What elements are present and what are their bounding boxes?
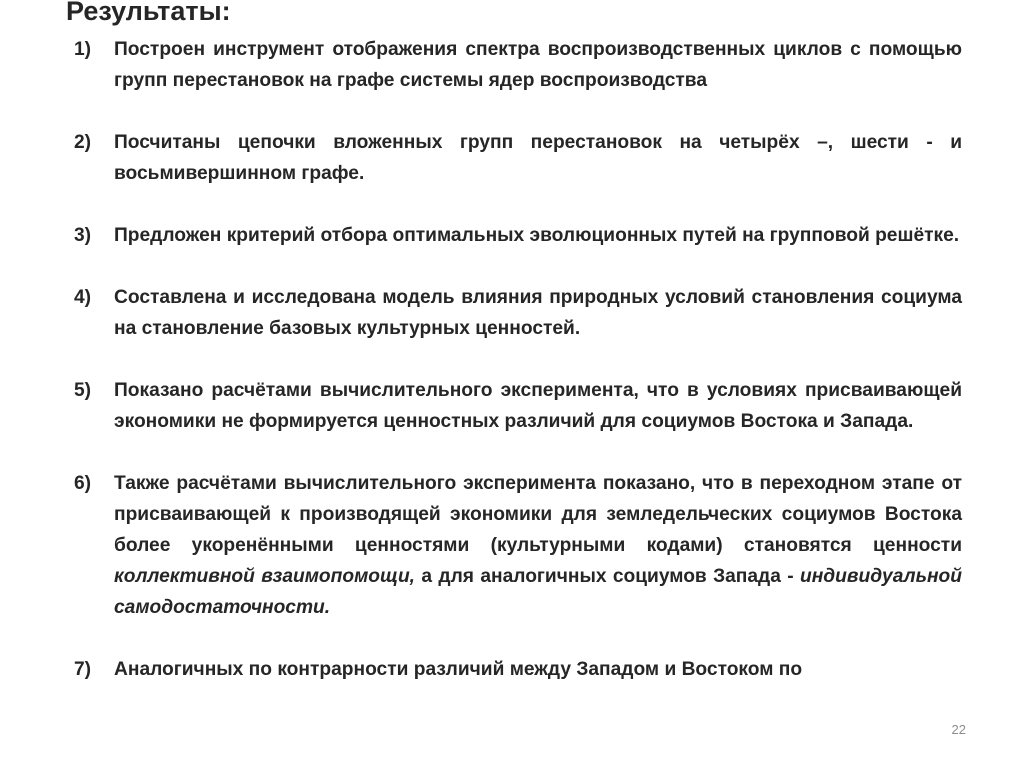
slide-title: Результаты: [66,0,231,26]
list-item [60,282,962,344]
item-number: 4) [74,287,92,308]
item-text: Составлена и исследована модель влияния природных условий становления социума на становление базовых культурных ценностей. [114,287,962,339]
item-number: 7) [74,659,92,680]
item-number: 3) [74,225,92,246]
item-text-part: а для аналогичных социумов Запада - [415,566,800,587]
item-text: Показано расчётами вычислительного эксперимента, что в условиях присваивающей экономики не формируется ценностных различий для социумов Востока и Запада. [114,380,962,432]
list-item [60,468,962,623]
item-text: Построен инструмент отображения спектра воспроизводственных циклов с помощью групп перестановок на графе системы ядер воспроизводства [114,39,962,91]
page-number: 22 [951,722,966,737]
item-text: Предложен критерий отбора оптимальных эволюционных путей на групповой решётке. [114,225,960,246]
item-text: Аналогичных по контрарности различий между Западом и Востоком по [114,659,803,680]
list-item [60,375,962,437]
item-text-italic: коллективной взаимопомощи, [114,566,416,587]
item-number: 1) [74,39,92,60]
item-number: 6) [74,473,92,494]
item-text-italic: индивидуальной самодостаточности. [114,566,962,618]
results-list [60,34,962,716]
list-item [60,34,962,96]
item-number: 5) [74,380,92,401]
list-item [60,220,962,251]
item-number: 2) [74,132,92,153]
list-item [60,654,962,685]
item-text [114,468,962,623]
list-item [60,127,962,189]
item-text: Посчитаны цепочки вложенных групп перестановок на четырёх –, шести - и восьмивершинном графе. [114,132,962,184]
item-text-part: Также расчётами вычислительного эксперимента показано, что в переходном этапе от присваивающей к производящей экономики для земледельческих социумов Востока более укоренёнными ценностями (культурными кодами) становятся ценности [114,473,962,556]
